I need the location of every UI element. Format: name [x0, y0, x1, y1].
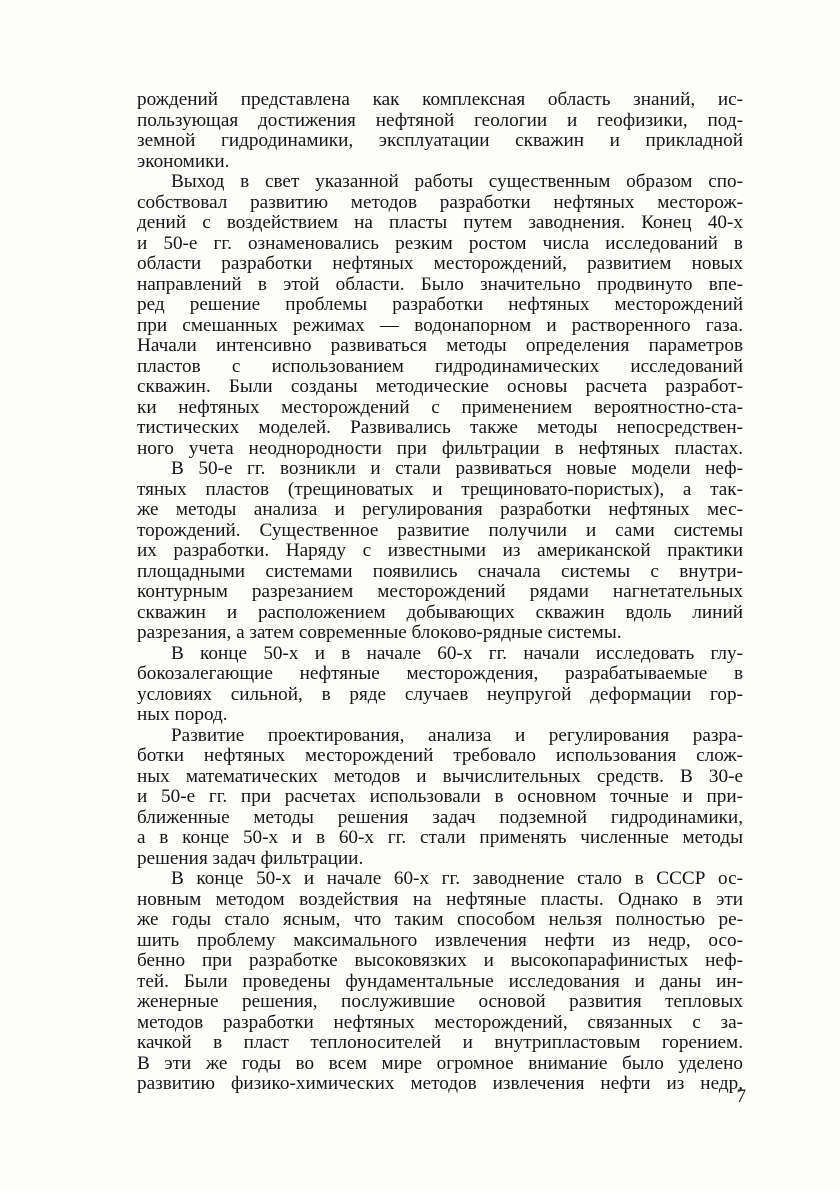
text-line: земной гидродинамики, эксплуатации скважин и прикладной: [137, 130, 743, 151]
text-line: ред решение проблемы разработки нефтяных месторождений: [137, 294, 743, 315]
text-line: ного учета неоднородности при фильтрации в нефтяных пластах.: [137, 437, 743, 459]
text-line: ботки нефтяных месторождений требовало использования слож-: [137, 745, 743, 766]
text-line: шить проблему максимального извлечения нефти из недр, осо-: [137, 929, 743, 951]
body-text: [137, 90, 743, 1095]
text-line: методов разработки нефтяных месторождений, связанных с за-: [137, 1011, 743, 1033]
text-line: собствовал развитию методов разработки нефтяных месторож-: [137, 191, 743, 213]
text-line: контурным разрезанием месторождений рядами нагнетательных: [137, 581, 743, 602]
text-line: направлений в этой области. Было значительно продвинуто впе-: [137, 273, 743, 295]
text-line: тистических моделей. Развивались также методы непосредствен-: [137, 417, 743, 438]
paragraph-first-line: Выход в свет указанной работы существенным образом спо-: [171, 171, 743, 192]
text-line: тей. Были проведены фундаментальные исследования и даны ин-: [137, 970, 743, 992]
text-line: тяных пластов (трещиноватых и трещиновато-пористых), а так-: [137, 478, 743, 500]
text-line: качкой в пласт теплоносителей и внутрипластовым горением.: [137, 1032, 743, 1053]
text-line: при смешанных режимах — водонапорном и растворенного газа.: [137, 314, 743, 336]
text-line: В эти же годы во всем мире огромное внимание было уделено: [137, 1052, 743, 1074]
text-line: ных пород.: [137, 704, 228, 725]
text-line: их разработки. Наряду с известными из американской практики: [137, 540, 743, 561]
text-line: Начали интенсивно развиваться методы определения параметров: [137, 335, 743, 356]
paragraph-first-line: В 50-е гг. возникли и стали развиваться новые модели неф-: [171, 458, 743, 479]
text-line: пользующая достижения нефтяной геологии и геофизики, под-: [137, 109, 743, 131]
text-line: дений с воздействием на пласты путем заводнения. Конец 40-х: [137, 212, 743, 233]
text-line: торождений. Существенное развитие получили и сами системы: [137, 519, 743, 541]
paragraph-first-line: В конце 50-х и в начале 60-х гг. начали исследовать глу-: [171, 642, 743, 664]
page-number: 7: [736, 1086, 746, 1107]
text-line: бенно при разработке высоковязких и высокопарафинистых неф-: [137, 950, 743, 971]
text-line: экономики.: [137, 150, 230, 172]
text-line: решения задач фильтрации.: [137, 847, 364, 869]
text-line: ных математических методов и вычислительных средств. В 30-е: [137, 765, 743, 787]
paragraph-first-line: В конце 50-х и начале 60-х гг. заводнение стало в СССР ос-: [171, 868, 743, 889]
paragraph-first-line: Развитие проектирования, анализа и регулирования разра-: [171, 724, 743, 746]
text-line: условиях сильной, в ряде случаев неупругой деформации гор-: [137, 683, 743, 705]
text-line: ближенные методы решения задач подземной гидродинамики,: [137, 806, 743, 828]
text-line: разрезания, а затем современные блоково-рядные системы.: [137, 622, 622, 643]
text-line: ки нефтяных месторождений с применением вероятностно-ста-: [137, 396, 743, 418]
text-line: области разработки нефтяных месторождений, развитием новых: [137, 253, 743, 274]
text-line: же годы стало ясным, что таким способом нельзя полностью ре-: [137, 909, 743, 930]
text-line: и 50-е гг. ознаменовались резким ростом числа исследований в: [137, 232, 743, 254]
text-line: рождений представлена как комплексная область знаний, ис-: [137, 89, 743, 110]
text-line: а в конце 50-х и в 60-х гг. стали применять численные методы: [137, 827, 743, 848]
text-line: развитию физико-химических методов извлечения нефти из недр,: [137, 1073, 743, 1094]
text-line: скважин. Были созданы методические основы расчета разработ-: [137, 376, 743, 397]
text-line: же методы анализа и регулирования разработки нефтяных мес-: [137, 499, 743, 520]
text-line: женерные решения, послужившие основой развития тепловых: [137, 991, 743, 1012]
text-line: пластов с использованием гидродинамических исследований: [137, 355, 743, 377]
text-line: бокозалегающие нефтяные месторождения, разрабатываемые в: [137, 663, 743, 684]
text-line: площадными системами появились сначала системы с внутри-: [137, 560, 743, 582]
text-line: и 50-е гг. при расчетах использовали в основном точные и при-: [137, 786, 743, 807]
text-line: скважин и расположением добывающих скважин вдоль линий: [137, 601, 743, 623]
text-line: новным методом воздействия на нефтяные пласты. Однако в эти: [137, 888, 743, 910]
